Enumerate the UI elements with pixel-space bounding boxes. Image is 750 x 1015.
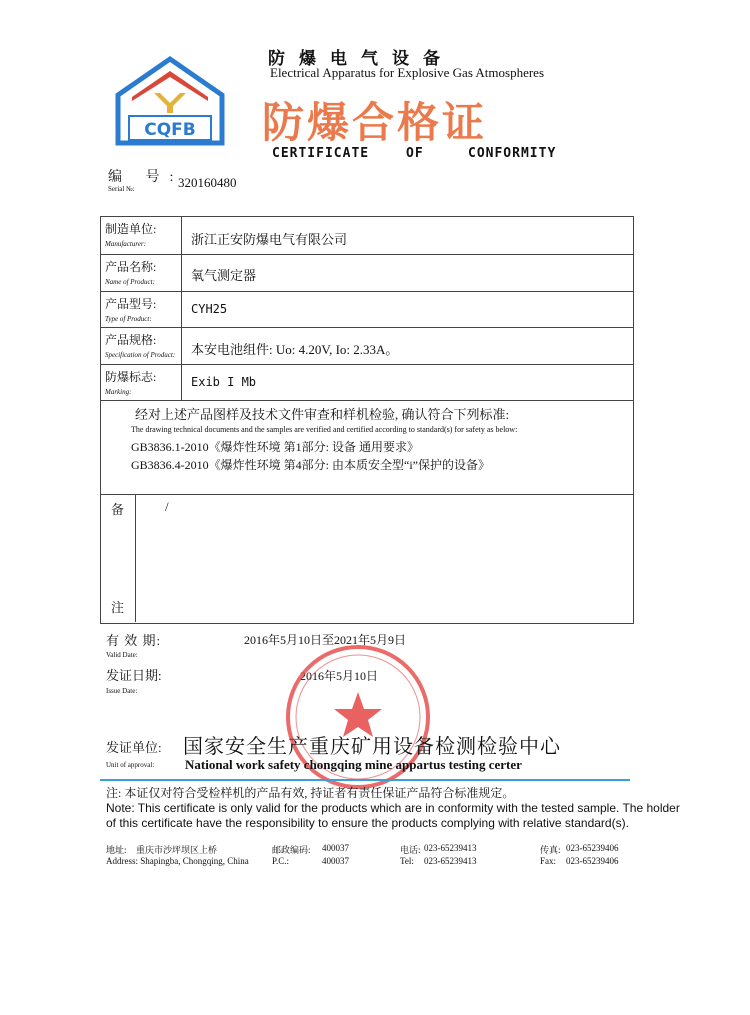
note-cn: 注: 本证仅对符合受检样机的产品有效, 持证者有责任保证产品符合标准规定。 bbox=[106, 786, 515, 800]
row-specification bbox=[101, 328, 633, 365]
standards-intro-cn: 经对上述产品图样及技术文件审查和样机检验, 确认符合下列标准: bbox=[135, 407, 510, 422]
standard-item: GB3836.4-2010《爆炸性环境 第4部分: 由本质安全型“i”保护的设备》 bbox=[131, 458, 490, 472]
label-cn: 产品规格: bbox=[105, 333, 157, 347]
row-standards bbox=[101, 401, 633, 495]
postcode-value: 400037 bbox=[322, 856, 349, 866]
title-en-conformity: CONFORMITY bbox=[468, 146, 557, 161]
row-product-name bbox=[101, 255, 633, 292]
marking-value: Exib I Mb bbox=[191, 375, 257, 389]
label-en: Specification of Product: bbox=[105, 351, 176, 359]
postcode-value: 400037 bbox=[322, 843, 349, 853]
row-marking bbox=[101, 365, 633, 401]
valid-date-value: 2016年5月10日至2021年5月9日 bbox=[244, 633, 407, 647]
label-en: Type of Product: bbox=[105, 315, 152, 323]
label-cn: 防爆标志: bbox=[105, 370, 157, 384]
title-en-of: OF bbox=[406, 146, 424, 161]
header-en: Electrical Apparatus for Explosive Gas Atmospheres bbox=[270, 65, 545, 80]
row-manufacturer bbox=[101, 217, 633, 255]
fax-label-en: Fax: bbox=[540, 856, 557, 866]
remarks-char-2: 注 bbox=[111, 600, 125, 615]
product-name-value: 氧气测定器 bbox=[191, 268, 257, 283]
address-label-cn: 地址: bbox=[106, 845, 127, 855]
note-en-line1: Note: This certificate is only valid for the products which are in conformity with the tested sample. The holder bbox=[106, 801, 680, 815]
label-en: Manufacturer: bbox=[105, 240, 146, 248]
approval-org-cn: 国家安全生产重庆矿用设备检测检验中心 bbox=[183, 734, 561, 758]
label-en: Name of Product: bbox=[105, 278, 155, 286]
issue-date-label-en: Issue Date: bbox=[106, 687, 138, 695]
cqfb-logo bbox=[110, 55, 230, 150]
label-cn: 产品名称: bbox=[105, 260, 157, 274]
issue-date-value: 2016年5月10日 bbox=[300, 669, 379, 683]
valid-date-label-en: Valid Date: bbox=[106, 651, 138, 659]
address-en: Address: Shapingba, Chongqing, China bbox=[106, 856, 249, 866]
postcode-label-cn: 邮政编码: bbox=[272, 845, 311, 855]
specification-value: 本安电池组件: Uo: 4.20V, Io: 2.33A。 bbox=[191, 342, 399, 357]
logo-text: CQFB bbox=[144, 120, 196, 140]
issue-date-label-cn: 发证日期: bbox=[106, 668, 162, 683]
address-cn: 重庆市沙坪坝区上桥 bbox=[136, 845, 218, 855]
fax-value: 023-65239406 bbox=[566, 856, 619, 866]
label-en: Marking: bbox=[105, 388, 132, 396]
standard-item: GB3836.1-2010《爆炸性环境 第1部分: 设备 通用要求》 bbox=[131, 440, 420, 454]
divider-line bbox=[100, 779, 630, 781]
fax-label-cn: 传真: bbox=[540, 845, 561, 855]
tel-value: 023-65239413 bbox=[424, 856, 477, 866]
certificate-table bbox=[100, 216, 634, 624]
remarks-label-column bbox=[101, 495, 136, 622]
postcode-label-en: P.C.: bbox=[272, 856, 290, 866]
tel-value: 023-65239413 bbox=[424, 843, 477, 853]
manufacturer-value: 浙江正安防爆电气有限公司 bbox=[191, 232, 348, 247]
serial-number: 320160480 bbox=[178, 175, 237, 190]
approval-org-en: National work safety chongqing mine appartus testing certer bbox=[185, 757, 522, 772]
note-en-line2: of this certificate have the responsibility to ensure the products complying with relative standard(s). bbox=[106, 816, 629, 830]
serial-label-cn: 编 号: bbox=[108, 170, 184, 185]
standards-intro-en: The drawing technical documents and the samples are verified and certified according to standard(s) for safety as below: bbox=[131, 425, 518, 434]
header-cn: 防爆电气设备 bbox=[268, 49, 454, 68]
remarks-value: / bbox=[165, 499, 169, 514]
label-cn: 制造单位: bbox=[105, 222, 157, 236]
approval-label-cn: 发证单位: bbox=[106, 740, 162, 755]
title-cn: 防爆合格证 bbox=[262, 98, 488, 147]
label-cn: 产品型号: bbox=[105, 297, 157, 311]
tel-label-cn: 电话: bbox=[400, 845, 421, 855]
tel-label-en: Tel: bbox=[400, 856, 414, 866]
product-type-value: CYH25 bbox=[191, 302, 228, 316]
remarks-char-1: 备 bbox=[111, 502, 125, 517]
approval-label-en: Unit of approval: bbox=[106, 761, 155, 769]
serial-label-en: Serial №: bbox=[108, 185, 135, 193]
row-product-type bbox=[101, 292, 633, 328]
valid-date-label-cn: 有 效 期: bbox=[106, 633, 162, 648]
title-en-certificate: CERTIFICATE bbox=[272, 146, 370, 161]
fax-value: 023-65239406 bbox=[566, 843, 619, 853]
